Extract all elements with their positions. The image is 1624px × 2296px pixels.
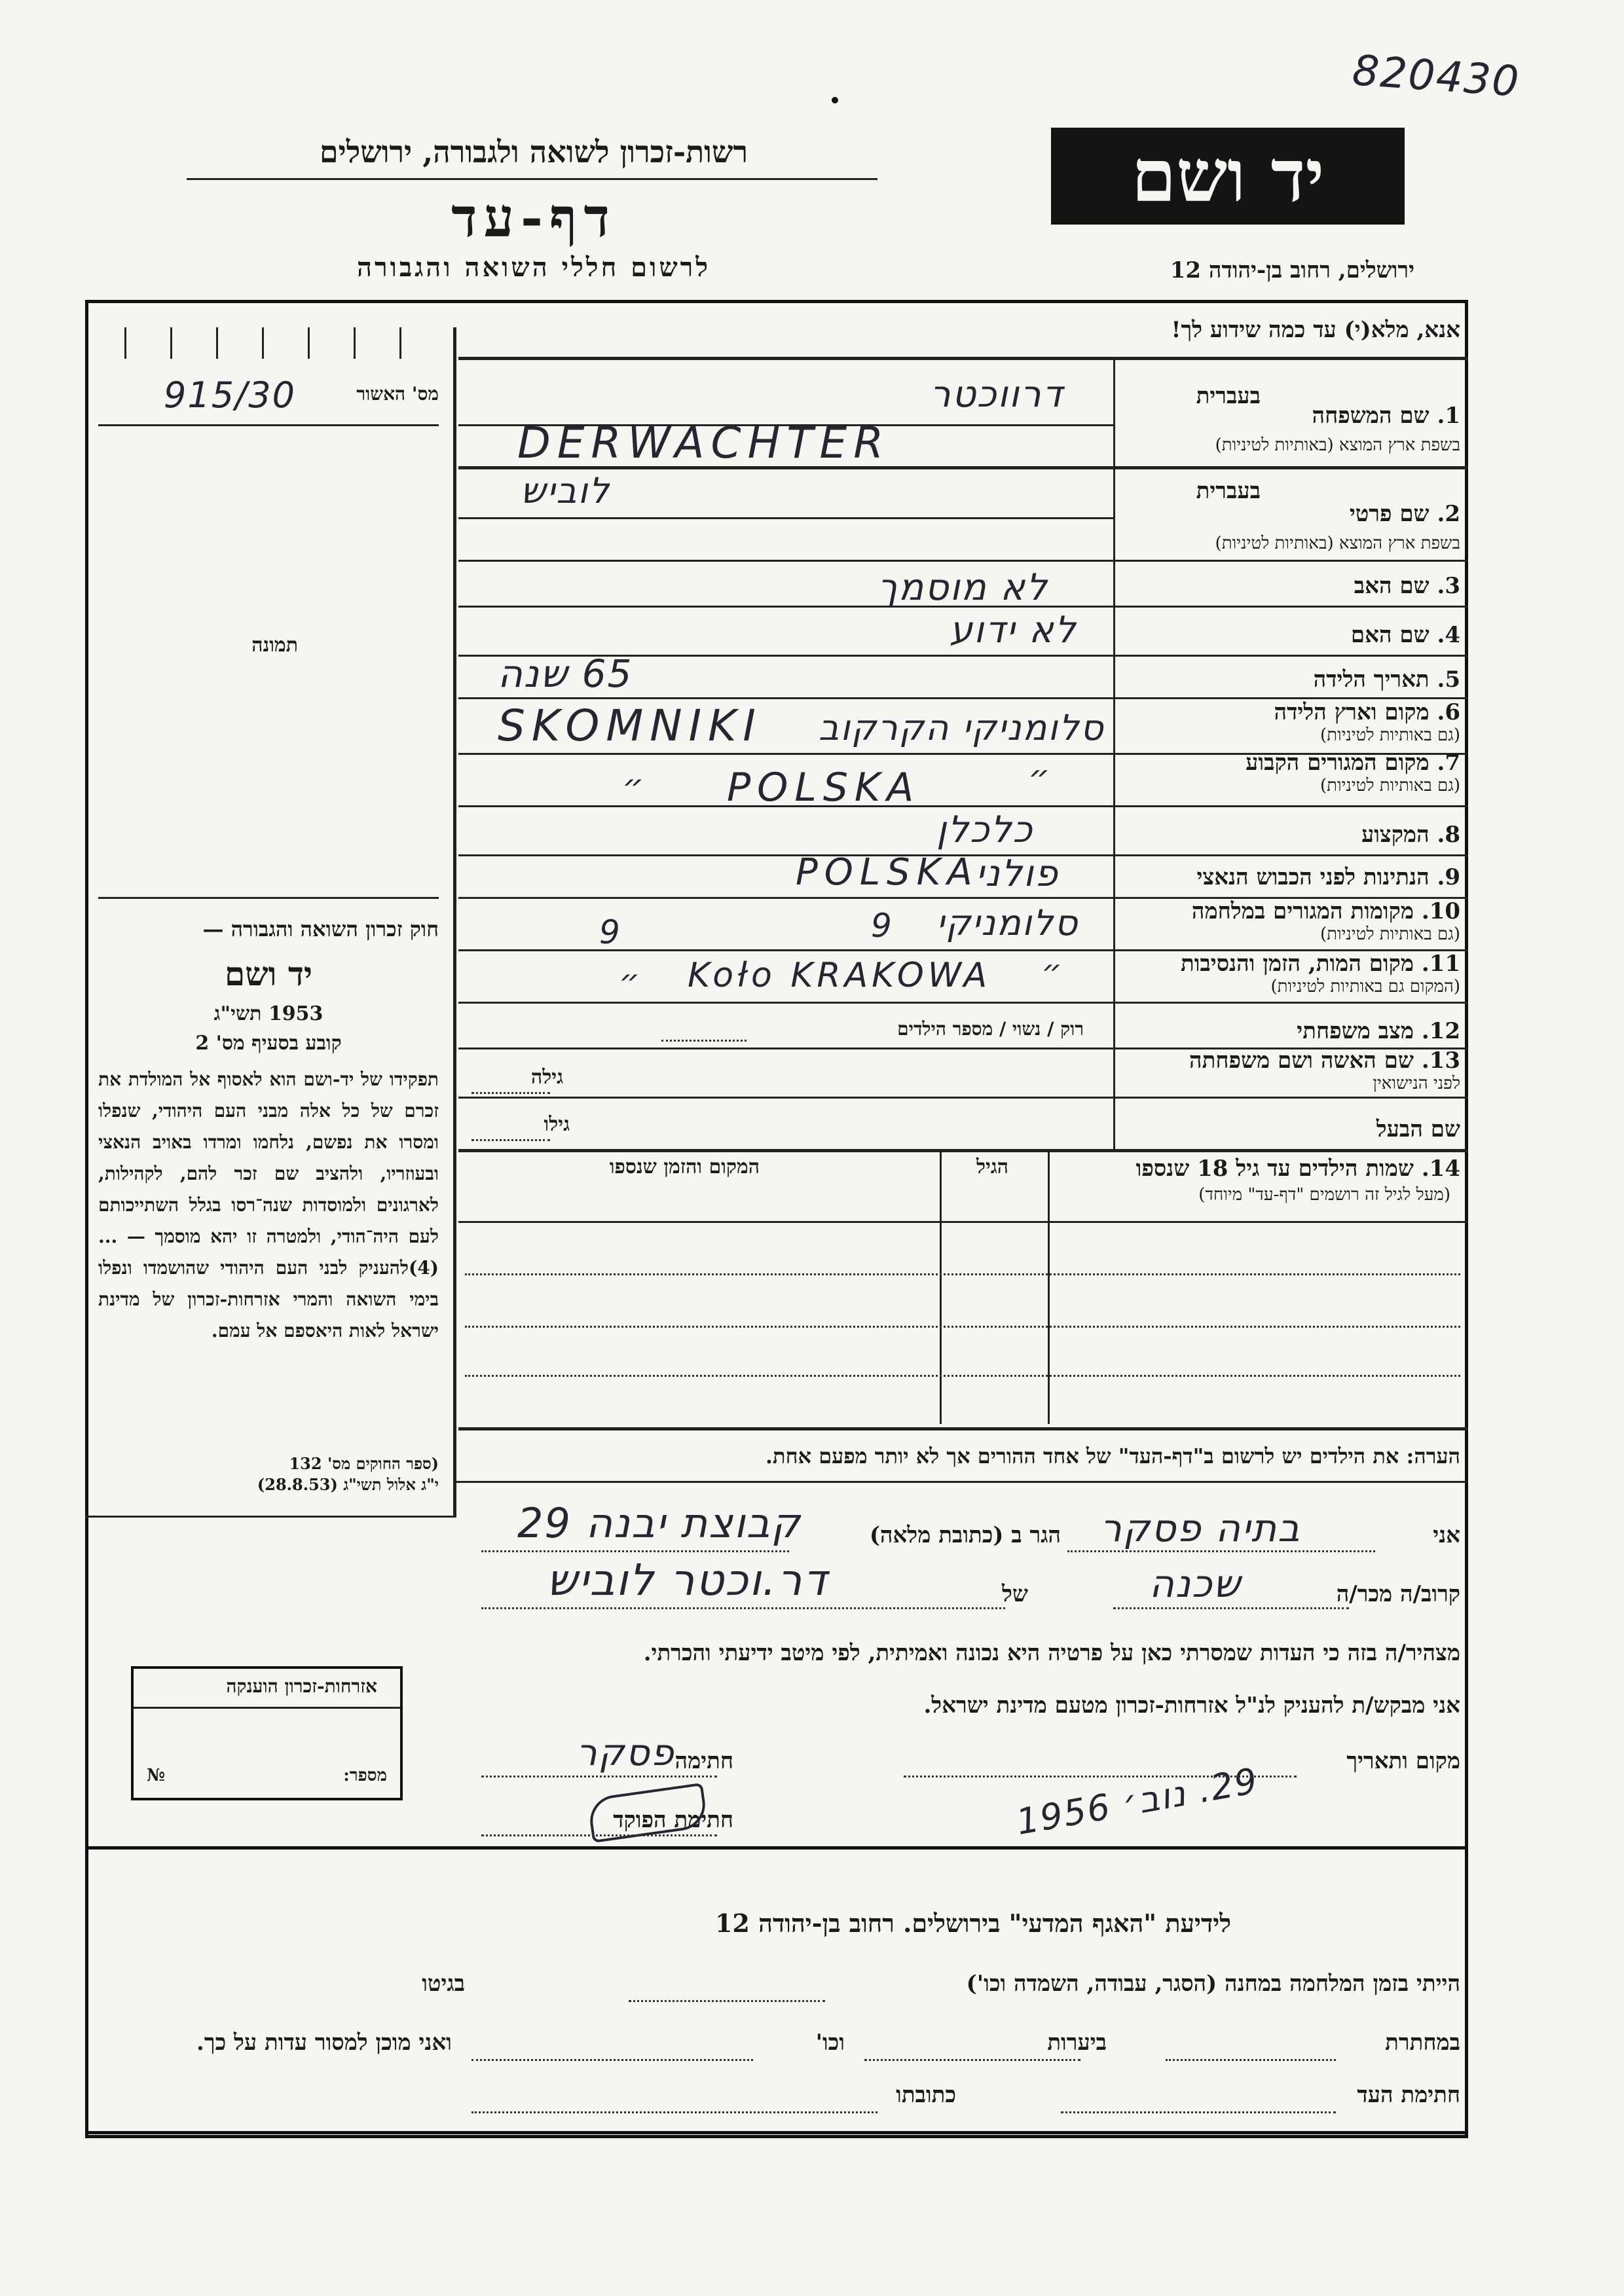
decl-place-date-value: 29. נוב׳ 1956	[1013, 1760, 1262, 1843]
field-6-value-latin: SKOMNIKI	[498, 701, 762, 751]
field-1-sub: בשפת ארץ המוצא (באותיות לטיניות)	[1215, 435, 1460, 455]
field-9-value-hebrew: פולני	[976, 852, 1060, 895]
footer-line1-a: הייתי בזמן המלחמה במחנה (הסגר, עבודה, השמדה וכו')	[966, 1971, 1460, 1997]
field-2-hebrew-tag: בעברית	[1196, 478, 1261, 504]
field-5-value: 65 שנה	[498, 651, 633, 696]
field-7-line	[458, 805, 1468, 807]
children-col-age: הגיל	[976, 1156, 1008, 1178]
field-12-dotline	[661, 1040, 747, 1042]
field-6-label: 6. מקום וארץ הלידה	[1274, 699, 1460, 725]
field-9-value-latin: POLSKA	[796, 851, 979, 894]
form-title: דף-עד	[451, 187, 616, 249]
footer-line2-dotline-a	[1166, 2059, 1336, 2061]
decl-address-dotline	[481, 1550, 789, 1552]
field-1-hebrew-tag: בעברית	[1196, 383, 1261, 409]
decl-signature-value: פסקר	[576, 1732, 675, 1774]
field-13-line	[458, 1097, 1468, 1099]
footer-line2-d: ואני מוכן למסור עדות על כך.	[196, 2030, 452, 2056]
children-col-divider-a	[940, 1149, 942, 1424]
field-8-label: 8. המקצוע	[1361, 822, 1460, 848]
footer-line1-dotline-a	[629, 2000, 825, 2002]
field-12-label: 12. מצב משפחתי	[1297, 1018, 1460, 1044]
footer-title: לידיעת "האגף המדעי" בירושלים. רחוב בן-יהודה 12	[714, 1908, 1231, 1938]
citizenship-box	[131, 1666, 403, 1800]
field-4-value: לא ידוע	[950, 609, 1077, 651]
left-column-bottom	[85, 1516, 456, 1518]
field-7-ditto-left: ״	[622, 767, 646, 807]
field-10-ditto-b: 9	[871, 907, 893, 945]
field-7-value: POLSKA	[727, 765, 921, 811]
request-line-underline	[458, 357, 1468, 360]
field-6-sub: (גם באותיות לטיניות)	[1320, 725, 1460, 745]
decl-official-dotline	[481, 1834, 717, 1836]
logo-text: יד ושם	[1131, 134, 1325, 218]
footer-line2-dotline-b	[864, 2059, 1080, 2061]
field-3-value: לא מוסמך	[877, 566, 1048, 609]
law-yadvashem: יד ושם	[225, 955, 312, 993]
archive-number: 820430	[1350, 46, 1522, 107]
header-address: ירושלים, רחוב בן-יהודה 12	[1170, 257, 1414, 283]
field-3-line	[458, 606, 1468, 608]
decl-ani: אני	[1433, 1522, 1460, 1548]
field-10-label: 10. מקומות המגורים במלחמה	[1191, 898, 1460, 924]
yad-vashem-logo	[1051, 128, 1405, 225]
law-date: י"ג אלול תשי"ג (28.8.53)	[257, 1475, 439, 1494]
approval-underline	[98, 424, 439, 426]
decl-name-value: בתיה פסקר	[1100, 1506, 1301, 1550]
decl-signature-dotline	[481, 1776, 717, 1777]
field-1-label: 1. שם המשפחה	[1312, 403, 1460, 429]
field-2-line-a	[458, 517, 1113, 519]
field-2-value-hebrew: לוביש	[521, 470, 610, 511]
children-row-3	[465, 1375, 1460, 1377]
field-11-ditto-right: ״	[1041, 953, 1064, 991]
decl-statement: מצהיר/ה בזה כי העדות שמסרתי כאן על פרטיה היא נכונה ואמיתית, לפי מיטב ידיעתי והכרתי.	[643, 1640, 1460, 1666]
law-heading: חוק זכרון השואה והגבורה —	[202, 917, 439, 941]
approval-tick-row	[98, 327, 439, 359]
field-12-options: רוק / נשוי / מספר הילדים	[897, 1018, 1084, 1040]
decl-relation-value: שכנה	[1149, 1561, 1242, 1606]
citizenship-box-title: אזרחות-זכרון הוענקה	[226, 1675, 377, 1697]
children-col-place: המקום והזמן שנספו	[609, 1156, 760, 1178]
footer-line1-b: בגיטו	[422, 1971, 465, 1997]
field-11-ditto-left: ״	[619, 962, 642, 1000]
field-13-label: 13. שם האשה ושם משפחתה	[1189, 1048, 1460, 1074]
note-text: הערה: את הילדים יש לרשום ב"דף-העד" של אחד ההורים אך לא יותר מפעם אחת.	[765, 1444, 1460, 1468]
field-11-value: Koło KRAKOWA	[688, 956, 991, 995]
field-7-sub: (גם באותיות לטיניות)	[1320, 776, 1460, 795]
field-11-label: 11. מקום המות, הזמן והנסיבות	[1180, 951, 1460, 977]
approval-value: 915/30	[164, 374, 296, 416]
footer-line3-b: כתובתו	[896, 2082, 956, 2108]
left-column-divider	[453, 327, 456, 1516]
field-13-sub: לפני הנישואין	[1373, 1074, 1460, 1093]
field-1-line-b	[458, 466, 1468, 469]
decl-of-value: דר.וכטר לוביש	[547, 1555, 828, 1605]
decl-signature: חתימה	[674, 1748, 733, 1774]
husband-age-label: גילו	[544, 1113, 570, 1136]
law-year: 1953 תשי"ג	[213, 1002, 323, 1025]
law-section: קובע בסעיף מס' 2	[195, 1032, 342, 1055]
decl-relation-dotline	[1113, 1607, 1349, 1609]
law-source: (ספר החוקים מס' 132	[289, 1454, 439, 1473]
field-8-value: כלכלן	[936, 809, 1034, 851]
field-3-label: 3. שם האב	[1354, 573, 1460, 599]
field-7-label: 7. מקום המגורים הקבוע	[1246, 750, 1460, 776]
decl-relative: קרוב/ה מכר/ה	[1336, 1581, 1460, 1607]
husband-line	[458, 1149, 1468, 1152]
field-11-line	[458, 1002, 1468, 1004]
decl-name-dotline	[1067, 1550, 1375, 1552]
field-2-line-b	[458, 560, 1468, 562]
header-title-line: רשות-זכרון לשואה ולגבורה, ירושלים	[319, 134, 748, 170]
children-header-line	[458, 1221, 1468, 1223]
field-2-sub: בשפת ארץ המוצא (באותיות לטיניות)	[1215, 534, 1460, 553]
decl-place-date: מקום ותאריך	[1346, 1748, 1460, 1774]
children-row-1	[465, 1273, 1460, 1275]
field-10-value: סלומניקי	[936, 902, 1079, 943]
photo-label: תמונה	[251, 634, 298, 657]
children-row-2	[465, 1326, 1460, 1328]
field-9-label: 9. הנתינות לפני הכבוש הנאצי	[1196, 864, 1460, 890]
footer-line2-dotline-c	[471, 2059, 753, 2061]
approval-label: מס' האשור	[356, 383, 439, 405]
husband-label: שם הבעל	[1376, 1116, 1460, 1142]
field-11-sub: (המקום גם באותיות לטיניות)	[1270, 977, 1460, 996]
field-4-label: 4. שם האם	[1350, 622, 1460, 648]
field-2-label: 2. שם פרטי	[1349, 501, 1460, 527]
children-sub: (מעל לגיל זה רושמים "דף-עד" מיוחד)	[1198, 1185, 1450, 1205]
citizenship-box-no: №	[147, 1766, 166, 1785]
citizenship-box-number: מספר:	[343, 1766, 387, 1785]
request-line: אנא, מלא(י) עד כמה שידוע לך!	[1171, 317, 1460, 343]
field-5-label: 5. תאריך הלידה	[1313, 666, 1460, 693]
children-bottom-line	[458, 1427, 1468, 1430]
smudge-dot	[832, 97, 838, 103]
law-top-line	[98, 897, 439, 899]
field-1-value-latin: DERWACHTER	[517, 418, 891, 468]
field-13-age-label: גילה	[530, 1066, 563, 1089]
children-col-divider-b	[1048, 1149, 1050, 1424]
law-text: תפקידו של יד-ושם הוא לאסוף אל המולדת את זכרם של כל אלה מבני העם היהודי, שנפלו ומסרו את נפשם, נלחמו ומרדו באויב הנאצי ובעוזריו, ולהציב שם זכר להם, לקהילות, לארגונים ולמוסדות שנה־רסו בגלל השתייכותם לעם היה־הודי, ולמטרה זו יהא מוסמך — ...(4)להעניק לבני העם היהודי שהושמדו ונפלו בימי השואה והמרי אזרחות-זכרון של מדינת ישראל לאות היאספם אל עמם.	[98, 1068, 439, 1341]
field-13-age-dotline	[471, 1092, 550, 1094]
decl-official-signature: חתימת הפוקד	[613, 1807, 733, 1833]
field-6-value-hebrew: סלומניקי הקרקוב	[819, 707, 1105, 748]
form-subtitle: לרשום חללי השואה והגבורה	[356, 252, 711, 283]
decl-residing: הגר ב (כתובת מלאה)	[869, 1522, 1061, 1548]
field-10-sub: (גם באותיות לטיניות)	[1320, 924, 1460, 944]
field-10-ditto-a: 9	[599, 913, 621, 951]
field-7-ditto-right: ״	[1028, 758, 1052, 797]
footer-line3-dotline-b	[471, 2111, 877, 2113]
husband-age-dotline	[471, 1139, 550, 1141]
field-1-value-hebrew: דרווכטר	[930, 373, 1064, 416]
decl-request: אני מבקש/ת להעניק לנ"ל אזרחות-זכרון מטעם מדינת ישראל.	[923, 1692, 1460, 1719]
footer-line3-a: חתימת העד	[1357, 2082, 1460, 2108]
note-line	[453, 1481, 1468, 1483]
children-title: 14. שמות הילדים עד גיל 18 שנספו	[1135, 1156, 1460, 1182]
footer-line3-dotline-a	[1061, 2111, 1336, 2113]
decl-address-value: קבוצת יבנה 29	[517, 1499, 802, 1547]
title-underline	[187, 178, 877, 180]
decl-of: של	[1002, 1581, 1028, 1607]
footer-line2-a: במחתרת	[1385, 2030, 1460, 2056]
footer-line2-c: וכו'	[815, 2030, 845, 2056]
decl-of-dotline	[481, 1607, 1005, 1609]
footer-line2-b: ביערות	[1047, 2030, 1107, 2056]
